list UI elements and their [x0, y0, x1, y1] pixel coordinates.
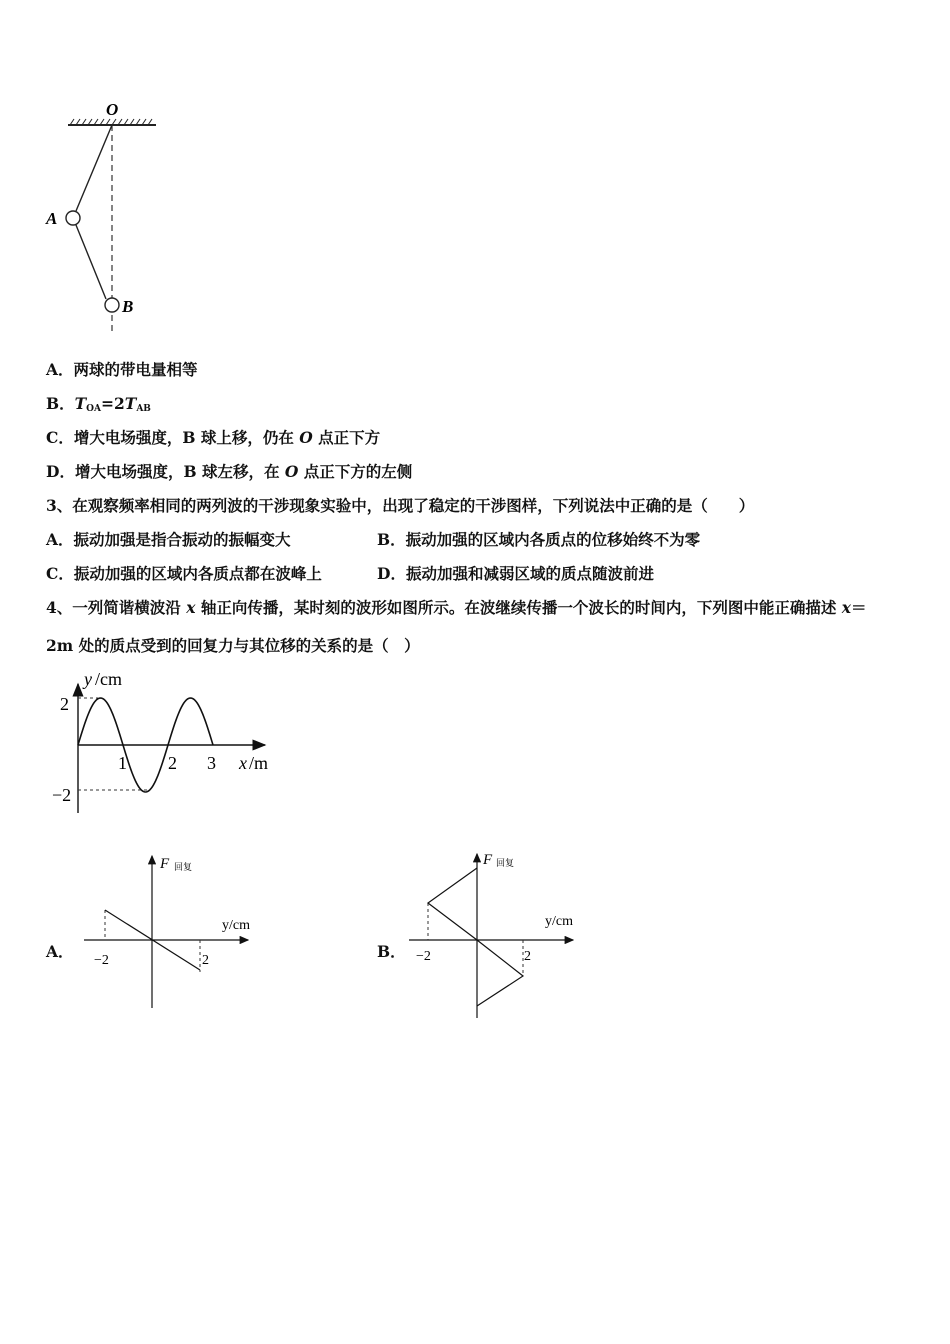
q2-option-c-o: O	[299, 428, 313, 447]
q3-option-a: A．振动加强是指合振动的振幅变大	[46, 530, 291, 549]
force-b-ylabel: F	[483, 852, 493, 868]
q2-option-d-text2: 点正下方的左侧	[298, 462, 413, 481]
pendulum-figure	[40, 95, 180, 340]
q4-option-b-label: B．	[377, 942, 406, 961]
wave-xtick-3: 3	[207, 753, 216, 773]
q2-option-d-o: O	[284, 462, 299, 481]
wave-ylabel-var: y	[84, 669, 92, 689]
wave-xlabel-var: x	[239, 753, 247, 773]
q3-stem: 3、在观察频率相同的两列波的干涉现象实验中，出现了稳定的干涉图样，下列说法中正确的是（ ）	[46, 496, 755, 515]
wave-ytick-top: 2	[60, 694, 69, 714]
q2-option-a: A．两球的带电量相等	[46, 360, 198, 379]
wave-ylabel-unit: /cm	[95, 669, 122, 689]
q3-option-b: B．振动加强的区域内各质点的位移始终不为零	[377, 530, 701, 549]
wave-ytick-bottom: −2	[52, 785, 72, 805]
q2-option-d	[46, 462, 412, 482]
q2-option-b-prefix: B．	[46, 394, 75, 413]
label-b: B	[122, 297, 134, 316]
force-graph-a	[80, 848, 270, 1013]
wave-xlabel-unit: /m	[249, 753, 269, 773]
ball-b	[105, 298, 119, 312]
q4-stem-part-a: 4、一列简谐横波沿	[46, 598, 187, 617]
q2-option-b-sub2: AB	[136, 404, 151, 414]
q2-option-c	[46, 428, 380, 448]
wave-graph	[40, 668, 290, 818]
label-a: A	[46, 209, 58, 228]
q2-option-d-text1: D．增大电场强度，B 球左移，在	[46, 462, 285, 481]
force-b-tick-right: 2	[524, 949, 531, 964]
q2-option-b-t1: T	[74, 394, 87, 413]
force-a-ysub: 回复	[174, 862, 193, 872]
q2-option-b	[46, 394, 151, 419]
force-a-tick-left: −2	[94, 953, 109, 968]
q3-option-d: D．振动加强和减弱区域的质点随波前进	[377, 564, 654, 583]
force-a-ylabel: F	[160, 856, 170, 872]
wave-xtick-2: 2	[168, 753, 177, 773]
force-b-xlabel: y/cm	[545, 914, 573, 929]
q4-stem-line1	[46, 598, 867, 618]
q2-option-c-text1: C．增大电场强度，B 球上移，仍在	[46, 428, 300, 447]
q2-option-b-eq: =2	[100, 394, 125, 413]
q4-stem-line2: 2m 处的质点受到的回复力与其位移的关系的是（ ）	[46, 636, 420, 655]
q4-stem-x: x	[186, 598, 196, 617]
q4-option-a-label: A．	[46, 942, 74, 961]
q4-stem-part-b: 轴正向传播，某时刻的波形如图所示。在波继续传播一个波长的时间内，下列图中能正确描述	[195, 598, 842, 617]
string-oa	[76, 125, 112, 211]
wave-xtick-1: 1	[118, 753, 127, 773]
ceiling	[68, 119, 156, 125]
force-graph-b	[405, 848, 595, 1023]
q4-stem-part-c: ＝	[850, 598, 867, 617]
force-a-xlabel: y/cm	[222, 918, 250, 933]
ball-a	[66, 211, 80, 225]
force-b-line	[428, 868, 523, 1006]
q3-option-c: C．振动加强的区域内各质点都在波峰上	[46, 564, 322, 583]
force-b-tick-left: −2	[416, 949, 431, 964]
q2-option-b-sub1: OA	[86, 404, 101, 414]
q2-option-b-t2: T	[124, 394, 137, 413]
force-a-tick-right: 2	[202, 953, 209, 968]
force-b-ysub: 回复	[496, 858, 515, 868]
q2-option-c-text2: 点正下方	[312, 428, 381, 447]
label-o: O	[106, 100, 119, 119]
q4-stem-x2: x	[841, 598, 851, 617]
string-ab	[76, 225, 106, 299]
